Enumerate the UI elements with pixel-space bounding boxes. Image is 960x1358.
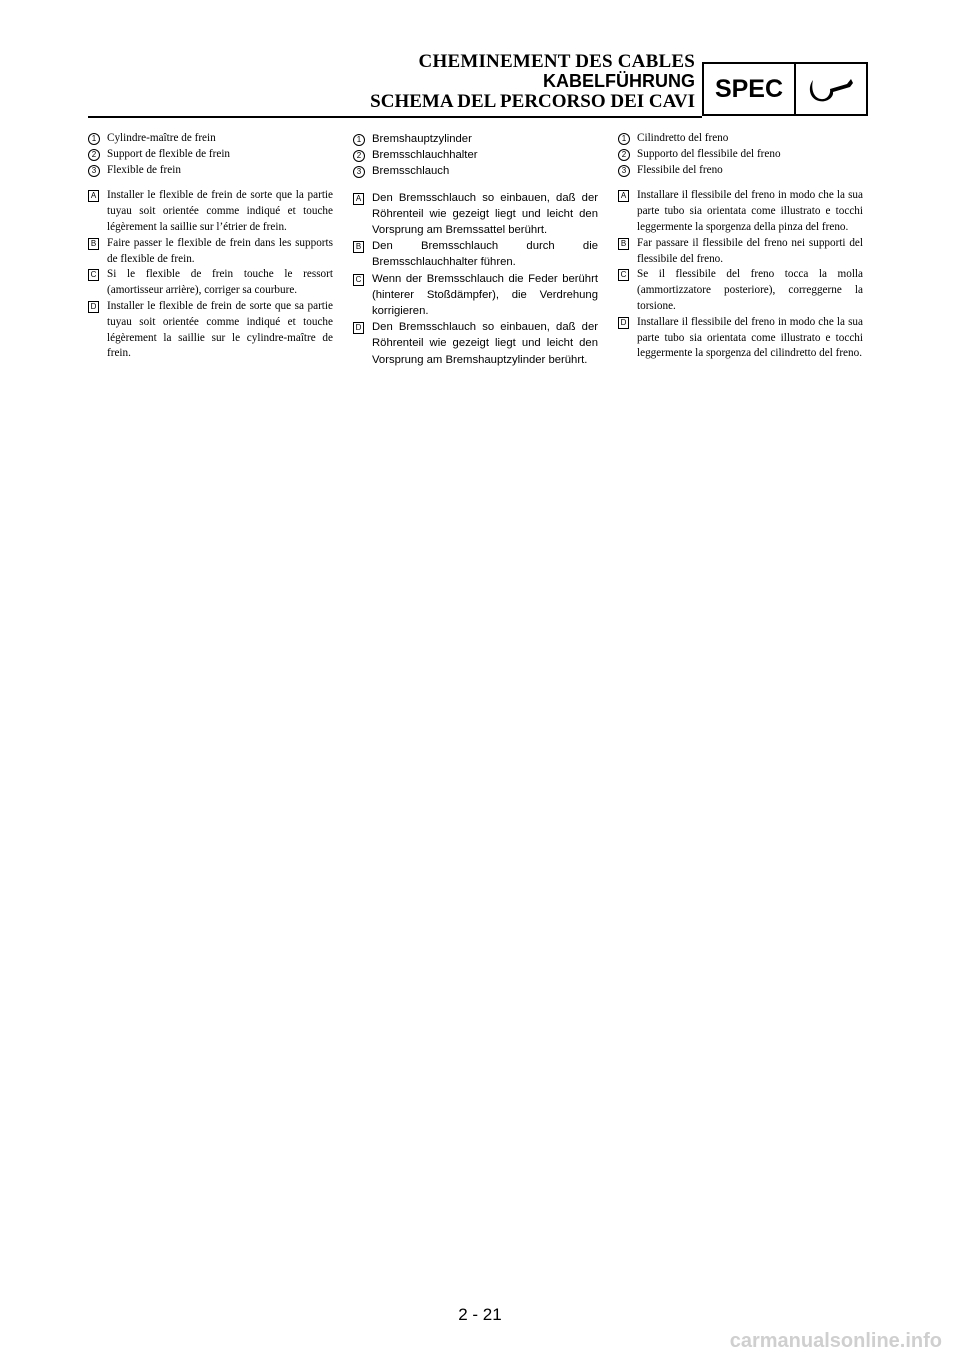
title-french: CHEMINEMENT DES CABLES	[418, 51, 695, 72]
part-label: Bremshauptzylinder	[372, 133, 472, 145]
note-text: Wenn der Bremsschlauch die Feder berührt (hinterer Stoßdämpfer), die Verdrehung korrigieren.	[372, 272, 598, 318]
note-text: Den Bremsschlauch durch die Bremsschlauchhalter führen.	[372, 240, 598, 269]
part-item	[353, 131, 598, 147]
note-item	[88, 188, 333, 235]
part-item	[353, 163, 598, 179]
note-item	[618, 236, 863, 268]
spec-label: SPEC	[704, 64, 796, 114]
spec-badge	[702, 62, 868, 116]
part-item	[618, 163, 863, 179]
note-item	[618, 267, 863, 314]
note-letter: A	[618, 190, 629, 202]
column-german	[353, 131, 598, 368]
note-item	[88, 267, 333, 299]
part-number: 2	[353, 150, 365, 162]
part-number: 1	[618, 133, 630, 145]
part-number: 1	[353, 134, 365, 146]
note-item	[88, 236, 333, 268]
note-letter: C	[618, 269, 629, 281]
note-item	[353, 190, 598, 239]
part-number: 2	[618, 149, 630, 161]
page-header	[0, 0, 960, 130]
column-french	[88, 131, 333, 362]
note-text: Installer le flexible de frein de sorte que sa partie tuyau soit orientée comme indiqué et touche légèrement la saillie sur le cylindre-maître de frein.	[107, 299, 333, 360]
part-number: 3	[88, 165, 100, 177]
part-label: Bremsschlauch	[372, 165, 450, 178]
title-german: KABELFÜHRUNG	[543, 71, 695, 91]
column-italian	[618, 131, 863, 362]
part-item	[618, 147, 863, 163]
note-text: Installer le flexible de frein de sorte que la partie tuyau soit orientée comme indiqué et touche légèrement la saillie sur l’étrier de frein.	[107, 189, 333, 233]
note-letter: D	[618, 317, 629, 329]
part-label: Flexible de frein	[107, 163, 181, 176]
note-text: Den Bremsschlauch so einbauen, daß der Röhrenteil wie gezeigt liegt und leicht den Vorsprung am Bremssattel berührt.	[372, 191, 598, 237]
note-text: Si le flexible de frein touche le ressort (amortisseur arrière), corriger sa courbure.	[107, 268, 333, 297]
part-number: 2	[88, 149, 100, 161]
title-italian: SCHEMA DEL PERCORSO DEI CAVI	[370, 91, 695, 112]
part-item	[88, 131, 333, 147]
part-label: Cilindretto del freno	[637, 132, 729, 144]
note-letter: D	[353, 322, 364, 334]
note-text: Installare il flessibile del freno in modo che la sua parte tubo sia orientata come illustrato e tocchi leggermente la sporgenza del cilindretto del freno.	[637, 315, 863, 360]
wrench-icon	[796, 64, 866, 114]
note-item	[618, 315, 863, 362]
note-text: Se il flessibile del freno tocca la molla (ammortizzatore posteriore), correggerne la torsione.	[637, 268, 863, 312]
part-label: Flessibile del freno	[637, 163, 723, 176]
part-label: Bremsschlauchhalter	[372, 149, 478, 162]
note-item	[353, 271, 598, 320]
note-text: Installare il flessibile del freno in modo che la sua parte tubo sia orientata come illustrato e tocchi leggermente la sporgenza della pinza del freno.	[637, 189, 863, 233]
part-number: 3	[618, 165, 630, 177]
note-item	[618, 188, 863, 235]
part-label: Cylindre-maître de frein	[107, 132, 216, 144]
note-text: Faire passer le flexible de frein dans les supports de flexible de frein.	[107, 236, 333, 265]
part-item	[618, 131, 863, 147]
part-item	[88, 147, 333, 163]
note-text: Den Bremsschlauch so einbauen, daß der Röhrenteil wie gezeigt liegt und leicht den Vorsprung am Bremshauptzylinder berührt.	[372, 321, 598, 366]
section-titles	[370, 52, 695, 111]
note-letter: C	[88, 269, 99, 281]
part-label: Supporto del flessibile del freno	[637, 147, 781, 160]
part-item	[88, 163, 333, 179]
note-letter: B	[353, 241, 364, 253]
note-letter: C	[353, 274, 364, 286]
note-letter: B	[88, 238, 99, 250]
note-item	[353, 319, 598, 368]
header-rule	[88, 116, 702, 118]
part-label: Support de flexible de frein	[107, 147, 231, 160]
part-number: 1	[88, 133, 100, 145]
watermark: carmanualsonline.info	[729, 1330, 942, 1352]
part-item	[353, 147, 598, 163]
page-number: 2 - 21	[458, 1305, 502, 1324]
note-letter: A	[353, 193, 364, 205]
note-letter: D	[88, 301, 99, 313]
note-text: Far passare il flessibile del freno nei supporti del flessibile del freno.	[637, 236, 863, 265]
part-number: 3	[353, 166, 365, 178]
note-letter: B	[618, 238, 629, 250]
note-item	[88, 299, 333, 362]
note-item	[353, 238, 598, 270]
note-letter: A	[88, 190, 99, 202]
